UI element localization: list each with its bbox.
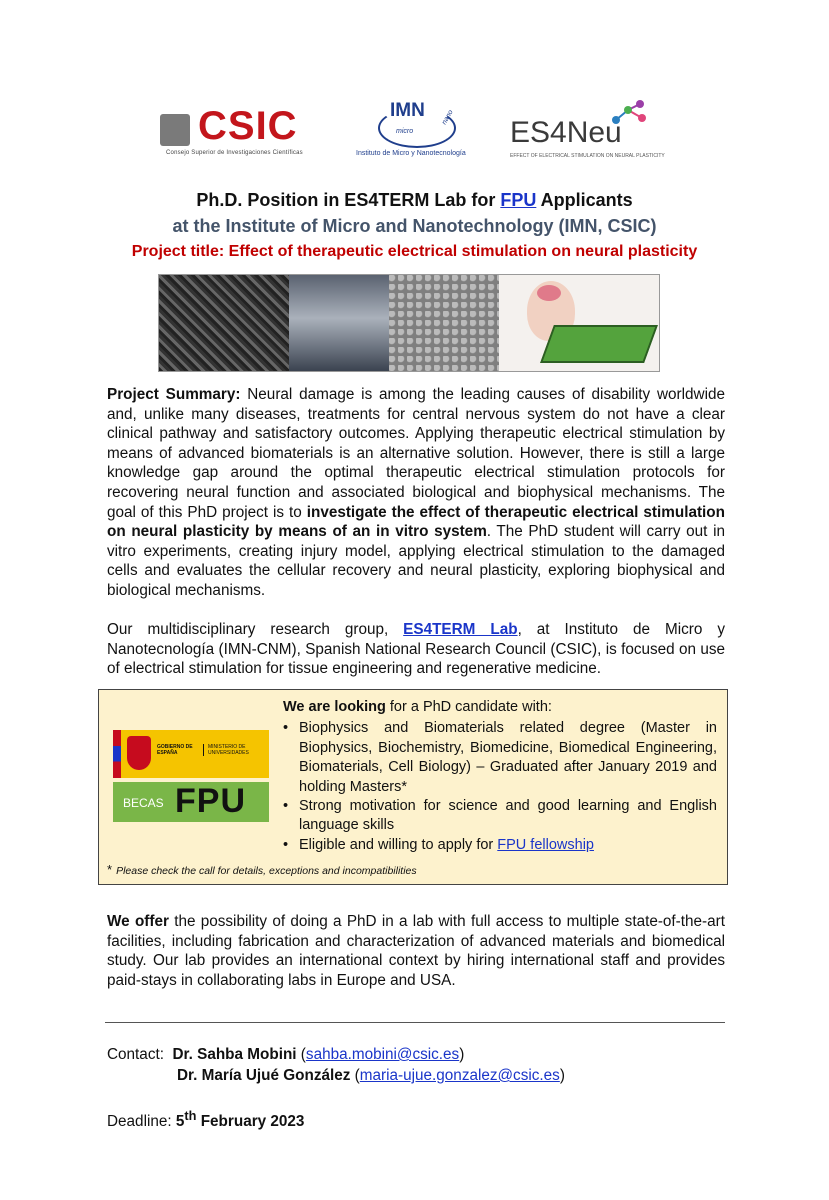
fpu-fellowship-link[interactable]: FPU fellowship [497, 836, 594, 853]
imn-arc-right-label: nano [440, 109, 455, 126]
es4neu-logo-subtitle: EFFECT OF ELECTRICAL STIMULATION ON NEURAL PLASTICITY [510, 153, 665, 159]
contact-row-1: Contact: Dr. Sahba Mobini (sahba.mobini@csic.es) [107, 1046, 465, 1063]
gobierno-label: GOBIERNO DE ESPAÑA [157, 744, 193, 756]
contact-row-2: Dr. María Ujué González (maria-ujue.gonzalez@csic.es) [177, 1067, 565, 1084]
summary-label: Project Summary: [107, 386, 241, 403]
imn-logo [356, 98, 476, 164]
nanofiber-image [159, 275, 289, 371]
project-banner-image [158, 274, 660, 372]
imn-logo-subtitle: Instituto de Micro y Nanotecnología [356, 150, 466, 157]
project-title: Project title: Effect of therapeutic electrical stimulation on neural plasticity [131, 243, 698, 260]
offer-bold: We offer [107, 913, 169, 930]
list-item: • Biophysics and Biomaterials related degree (Master in Biophysics, Biochemistry, Biomedicine, Biomedical Engineering, Biomaterials, Cell Biology) – Graduated after January 2019 and holding Masters* [299, 719, 717, 797]
logo-row [160, 98, 680, 166]
lab-equipment-image [289, 275, 389, 371]
title-suffix: Applicants [536, 190, 633, 210]
imn-arc-left-label: micro [396, 128, 414, 135]
footnote-star: * [107, 862, 113, 877]
deadline [107, 1108, 304, 1131]
offer-paragraph [107, 912, 725, 990]
fpu-logo-word: FPU [175, 782, 246, 820]
csic-logo-subtitle: Consejo Superior de Investigaciones Científicas [166, 150, 303, 156]
imn-logo-text: IMN [390, 100, 425, 121]
ministerio-label: MINISTERIO DE UNIVERSIDADES [203, 744, 268, 756]
requirements-content [283, 698, 717, 855]
group-text-1: Our multidisciplinary research group, [107, 621, 404, 638]
brain-device-illustration [499, 275, 659, 371]
nanostructure-image [389, 275, 499, 371]
list-item [299, 836, 717, 855]
es4neu-logo-text: ES4Neu [510, 116, 622, 149]
summary-bold: investigate the effect of therapeutic electrical stimulation on neural plasticity by means of an in vitro system [107, 503, 725, 541]
contact-person-1: Dr. Sahba Mobini [172, 1046, 297, 1063]
coat-of-arms-icon [127, 736, 151, 770]
requirements-list [283, 719, 717, 855]
page-title [0, 190, 829, 211]
contact-label: Contact: [107, 1046, 164, 1063]
summary-text-2: . The PhD student will carry out in vitro experiments, creating injury model, applying electrical stimulation to the damaged cells and evaluates the cellular recovery and neural plasticity, exploring biophysical and biological mechanisms. [107, 523, 725, 599]
list-item: • Strong motivation for science and good learning and English language skills [299, 797, 717, 836]
intro-bold: We are looking [283, 699, 386, 715]
fpu-logo [113, 730, 269, 822]
deadline-suffix: th [184, 1108, 197, 1123]
footnote-text: Please check the call for details, exceptions and incompatibilities [116, 865, 417, 877]
divider [105, 1022, 725, 1023]
deadline-rest: February 2023 [196, 1113, 305, 1131]
csic-logo-text: CSIC [198, 104, 298, 148]
deadline-label: Deadline: [107, 1113, 176, 1131]
group-text-2: , at Instituto de Micro y Nanotecnología (IMN-CNM), Spanish National Research Council (CSIC), is focused on use of electrical stimulation for tissue engineering and regenerative medicine. [107, 621, 725, 678]
footnote [107, 862, 417, 877]
summary-text-1: Neural damage is among the leading causes of disability worldwide and, unlike many diseases, treatments for central nervous system do not have a clear clinical pathway and satisfactory outcomes. Applying therapeutic electrical stimulation by means of advanced biomaterials is an alternative solution. However, there is still a large knowledge gap around the optimal therapeutic electrical stimulation protocols for recovering neural function and associated biological and biophysical mechanisms. The goal of this PhD project is to [107, 386, 725, 521]
requirements-box [98, 689, 728, 885]
intro-rest: for a PhD candidate with: [385, 699, 552, 715]
csic-seal-icon [160, 114, 190, 146]
page-subtitle: at the Institute of Micro and Nanotechnology (IMN, CSIC) [172, 216, 657, 236]
fpu-link[interactable]: FPU [500, 190, 537, 210]
email-link-2[interactable]: maria-ujue.gonzalez@csic.es [359, 1067, 560, 1084]
group-description [107, 620, 725, 679]
flag-stripe-icon [113, 730, 121, 778]
es4term-lab-link[interactable]: ES4TERM Lab [403, 621, 518, 638]
becas-label: BECAS [123, 796, 164, 810]
contact-person-2: Dr. María Ujué González [177, 1067, 351, 1084]
es4neu-logo [510, 98, 670, 164]
offer-text: the possibility of doing a PhD in a lab with full access to multiple state-of-the-art facilities, including fabrication and characterization of advanced materials and biomedical study. Our lab provides an international context by hiring international staff and provides paid-stays in collaborating labs in Europe and USA. [107, 913, 725, 989]
email-link-1[interactable]: sahba.mobini@csic.es [305, 1046, 460, 1063]
requirements-intro [283, 698, 717, 717]
title-prefix: Ph.D. Position in ES4TERM Lab for [196, 190, 501, 210]
list-item-text: Eligible and willing to apply for [299, 836, 498, 853]
csic-logo [160, 104, 340, 158]
deadline-day: 5 [175, 1113, 185, 1131]
contact-block [107, 1044, 565, 1086]
project-summary [107, 385, 725, 601]
